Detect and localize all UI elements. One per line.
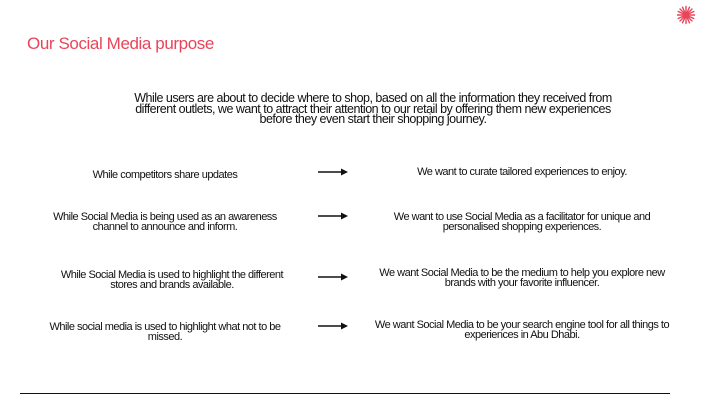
intro-paragraph: While users are about to decide where to shop, based on all the information they received from different outlets, we want to attract their attention to our retail by offering them new experiences before they even start their shopping journey.	[134, 91, 612, 126]
slide-title: Our Social Media purpose	[27, 34, 214, 53]
right-arrow-icon	[318, 168, 348, 176]
comparison-right-2: We want to use Social Media as a facilitator for unique and personalised shopping experiences.	[393, 211, 651, 233]
comparison-right-3: We want Social Media to be the medium to help you explore new brands with your favorite influencer.	[379, 267, 665, 289]
comparison-right-4: We want Social Media to be your search engine tool for all things to experiences in Abu Dhabi.	[374, 319, 670, 341]
right-arrow-icon	[318, 212, 348, 220]
comparison-right-1: We want to curate tailored experiences to enjoy.	[417, 166, 627, 178]
sunburst-logo-icon	[676, 5, 696, 25]
right-arrow-icon	[318, 322, 348, 330]
comparison-left-1: While competitors share updates	[92, 169, 238, 181]
comparison-left-3: While Social Media is used to highlight the different stores and brands available.	[60, 269, 284, 291]
comparison-left-2: While Social Media is being used as an awareness channel to announce and inform.	[53, 211, 277, 233]
comparison-left-4: While social media is used to highlight what not to be missed.	[49, 321, 281, 343]
bottom-divider	[20, 393, 670, 394]
right-arrow-icon	[318, 273, 348, 281]
